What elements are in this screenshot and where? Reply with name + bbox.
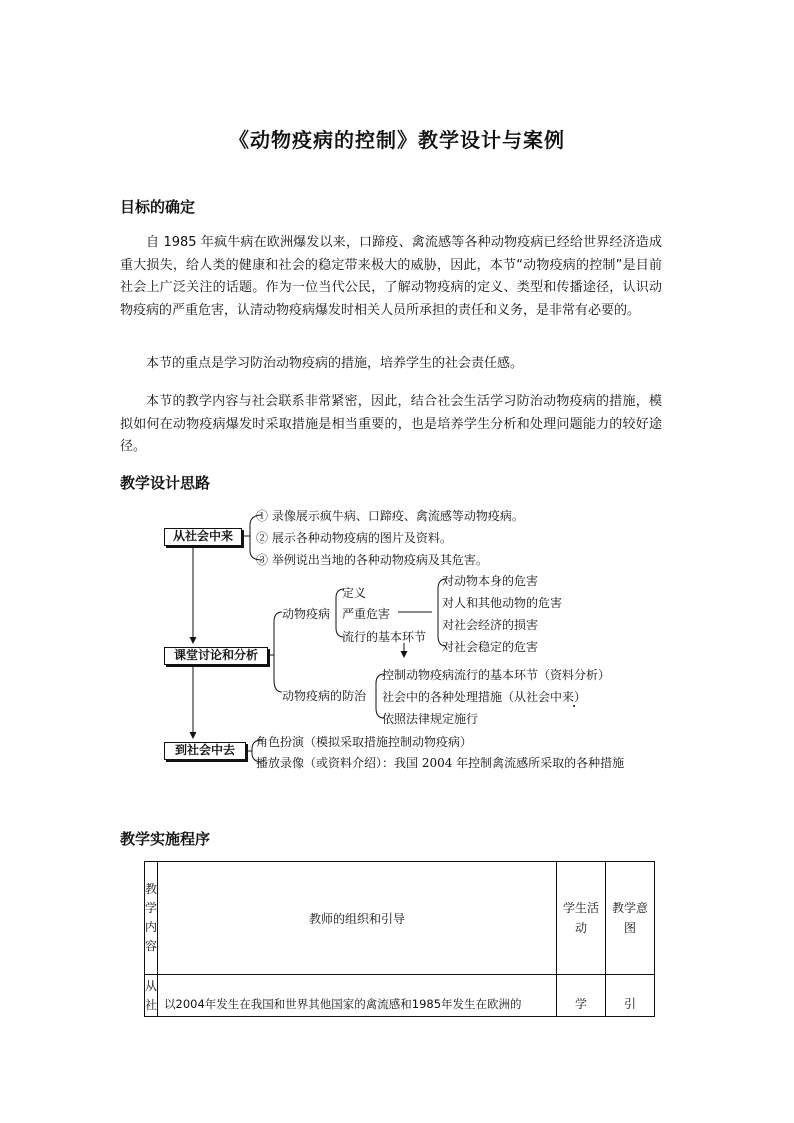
- row1-content: 从社: [145, 975, 158, 1017]
- box-classroom-discussion: 课堂讨论和分析: [164, 647, 268, 665]
- box1-item-3: ③ 举例说出当地的各种动物疫病及其危害。: [256, 553, 488, 567]
- branch-b-item-2: 社会中的各种处理措施（从社会中来）: [382, 690, 587, 704]
- box-from-society: 从社会中来: [164, 528, 242, 546]
- box3-item-1: 角色扮演（模拟采取措施控制动物疫病）: [256, 735, 473, 749]
- box3-item-2: 播放录像（或资料介绍）：我国 2004 年控制禽流感所采取的各种措施: [256, 756, 625, 770]
- harm-item-1: 对动物本身的危害: [442, 574, 539, 588]
- branch-a-definition: 定义: [342, 586, 367, 600]
- harm-item-2: 对人和其他动物的危害: [442, 596, 563, 610]
- goals-paragraph-3: 本节的教学内容与社会联系非常紧密，因此，结合社会生活学习防治动物疫病的措施，模拟如何在动物疫病爆发时采取措施是相当重要的，也是培养学生分析和处理问题能力的较好途径。: [120, 394, 662, 454]
- header-intent: 教学意图: [606, 862, 655, 975]
- branch-a-basic-link: 流行的基本环节: [342, 630, 427, 644]
- box1-item-1: ① 录像展示疯牛病、口蹄疫、禽流感等动物疫病。: [256, 509, 524, 523]
- brace-harm: [438, 579, 446, 646]
- row1-student: 学: [557, 975, 606, 1017]
- row1-intent: 引: [606, 975, 655, 1017]
- table-header-row: [145, 862, 655, 975]
- section-heading-design: 教学设计思路: [120, 474, 211, 492]
- header-teacher: 教师的组织和引导: [158, 862, 557, 975]
- branch-prevention: 动物疫病的防治: [282, 689, 367, 703]
- row1-teacher: 以2004年发生在我国和世界其他国家的禽流感和1985年发生在欧洲的: [158, 975, 557, 1017]
- branch-b-item-3: 依照法律规定施行: [382, 712, 479, 726]
- section-heading-procedure: 教学实施程序: [120, 830, 211, 848]
- branch-b-item-1: 控制动物疫病流行的基本环节（资料分析）: [382, 668, 611, 682]
- table-row: [145, 975, 655, 1017]
- header-student: 学生活动: [557, 862, 606, 975]
- page-title: 《动物疫病的控制》教学设计与案例: [229, 128, 565, 152]
- branch-a-severe-harm: 严重危害: [342, 607, 391, 621]
- procedure-table: [144, 861, 655, 1017]
- harm-item-4: 对社会稳定的危害: [442, 640, 539, 654]
- goals-paragraph-2: 本节的重点是学习防治动物疫病的措施，培养学生的社会责任感。: [146, 356, 524, 371]
- brace-box2: [274, 612, 282, 692]
- goals-paragraph-1: 自 1985 年疯牛病在欧洲爆发以来，口蹄疫、禽流感等各种动物疫病已经给世界经济造成重大损失，给人类的健康和社会的稳定带来极大的威胁，因此，本节“动物疫病的控制”是目前社会上广泛关注的话题。作为一位当代公民，了解动物疫病的定义、类型和传播途径，认识动物疫病的严重危害，认清动物疫病爆发时相关人员所承担的责任和义务，是非常有必要的。: [120, 235, 662, 318]
- box1-item-2: ② 展示各种动物疫病的图片及资料。: [256, 531, 452, 545]
- harm-item-3: 对社会经济的损害: [442, 618, 539, 632]
- branch-animal-disease: 动物疫病: [282, 607, 331, 621]
- header-content: 教学内容: [145, 862, 158, 975]
- box-to-society: 到社会中去: [164, 742, 246, 760]
- section-heading-goals: 目标的确定: [120, 198, 196, 216]
